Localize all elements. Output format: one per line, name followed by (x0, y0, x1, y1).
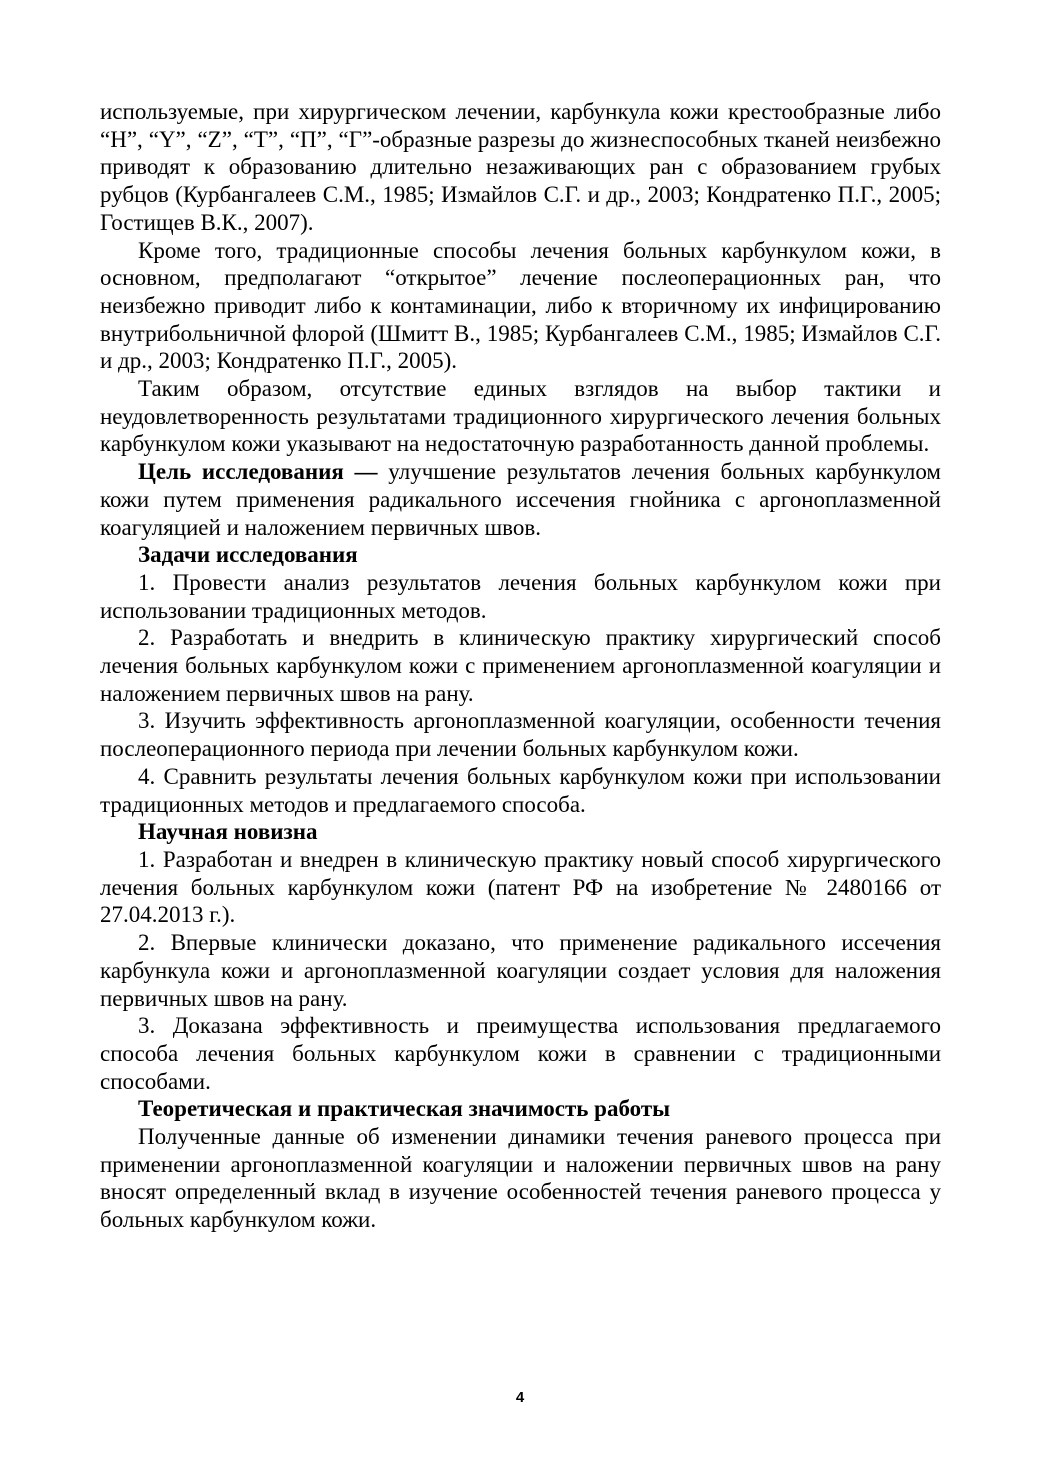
task-item-1: 1. Провести анализ результатов лечения больных карбункулом кожи при использовании традиционных методов. (100, 569, 941, 623)
paragraph-traditional: Кроме того, традиционные способы лечения больных карбункулом кожи, в основном, предполагают “открытое” лечение послеоперационных ран, что неизбежно приводит либо к контаминации, либо к вторичному их инфицированию внутрибольничной флорой (Шмитт В., 1985; Курбангалеев С.М., 1985; Измайлов С.Г. и др., 2003; Кондратенко П.Г., 2005). (100, 237, 941, 374)
task-item-3: 3. Изучить эффективность аргоноплазменной коагуляции, особенности течения послеоперационного периода при лечении больных карбункулом кожи. (100, 708, 941, 762)
task-item-4: 4. Сравнить результаты лечения больных карбункулом кожи при использовании традиционных методов и предлагаемого способа. (100, 763, 941, 817)
goal-text: улучшение результатов лечения больных карбункулом кожи путем применения радикального иссечения гнойника с аргоноплазменной коагуляцией и наложением первичных швов. (100, 459, 941, 540)
document-page (100, 98, 941, 1234)
significance-paragraph: Полученные данные об изменении динамики течения раневого процесса при применении аргоноплазменной коагуляции и наложении первичных швов на рану вносят определенный вклад в изучение особенностей течения раневого процесса у больных карбункулом кожи. (100, 1124, 941, 1233)
novelty-item-3: 3. Доказана эффективность и преимущества использования предлагаемого способа лечения больных карбункулом кожи в сравнении с традиционными способами. (100, 1013, 941, 1094)
goal-label: Цель исследования — (138, 459, 378, 485)
tasks-heading: Задачи исследования (138, 542, 358, 568)
significance-heading: Теоретическая и практическая значимость работы (138, 1096, 671, 1122)
goal-paragraph (100, 458, 941, 541)
novelty-heading: Научная новизна (138, 819, 318, 845)
page-number: 4 (515, 1389, 525, 1406)
paragraph-conclusion: Таким образом, отсутствие единых взглядов на выбор тактики и неудовлетворенность результатами традиционного хирургического лечения больных карбункулом кожи указывают на недостаточную разработанность данной проблемы. (100, 376, 941, 457)
task-item-2: 2. Разработать и внедрить в клиническую практику хирургический способ лечения больных карбункулом кожи с применением аргоноплазменной коагуляции и наложением первичных швов на рану. (100, 625, 941, 706)
paragraph-intro: используемые, при хирургическом лечении, карбункула кожи крестообразные либо “Н”, “Y”, “Z”, “Т”, “П”, “Г”-образные разрезы до жизнеспособных тканей неизбежно приводят к образованию длительно незаживающих ран с образованием грубых рубцов (Курбангалеев С.М., 1985; Измайлов С.Г. и др., 2003; Кондратенко П.Г., 2005; Гостищев В.К., 2007). (100, 99, 941, 235)
novelty-item-1: 1. Разработан и внедрен в клиническую практику новый способ хирургического лечения больных карбункулом кожи (патент РФ на изобретение № 2480166 от 27.04.2013 г.). (100, 846, 941, 928)
novelty-item-2: 2. Впервые клинически доказано, что применение радикального иссечения карбункула кожи и аргоноплазменной коагуляции создает условия для наложения первичных швов на рану. (100, 930, 941, 1011)
